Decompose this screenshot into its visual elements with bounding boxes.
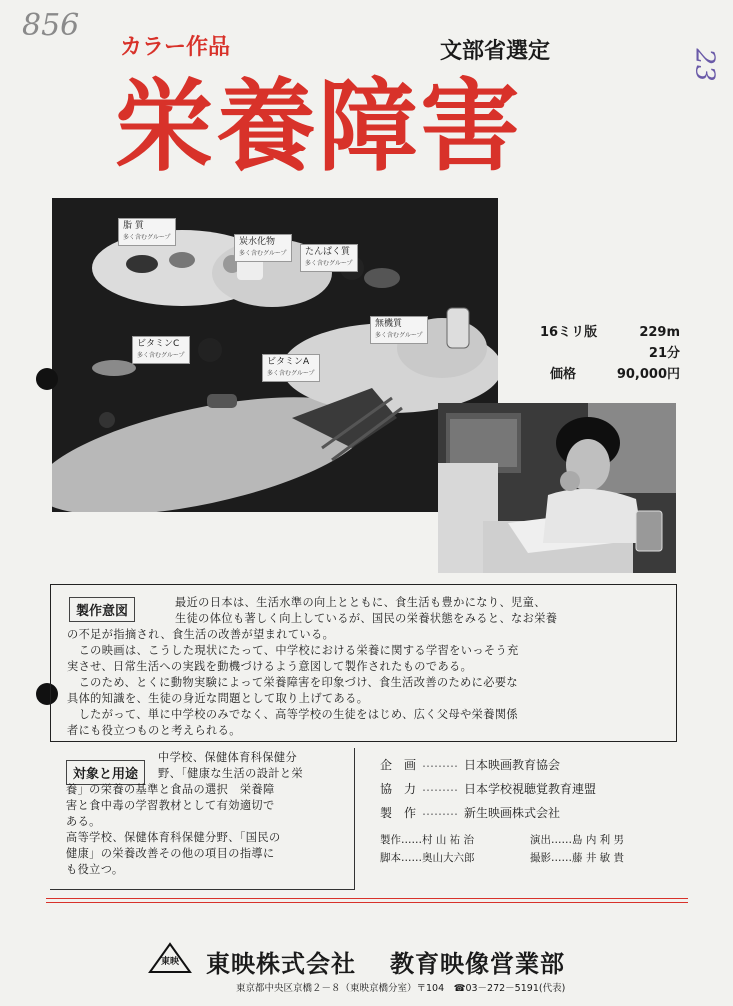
- footer-rule-bottom: [46, 902, 688, 903]
- intent-line: 具体的知識を、生徒の身近な問題として取り上げてある。: [67, 692, 369, 705]
- label-fat: 脂 質 多く含むグループ: [118, 218, 176, 246]
- intent-line: 最近の日本は、生活水準の向上とともに、食生活も豊かになり、児童、: [175, 596, 546, 609]
- film-specs: [540, 322, 680, 385]
- label-protein: たんぱく質 多く含むグループ: [300, 244, 358, 272]
- selection-badge: 文部省選定: [440, 39, 551, 64]
- format-label: 16ミリ版: [540, 325, 598, 340]
- production-intent-text: [67, 595, 667, 739]
- intent-line: 実させ、日常生活への実践を動機づけるよう意図して製作されたものである。: [67, 660, 473, 673]
- intent-line: の不足が指摘され、食生活の改善が望まれている。: [67, 628, 335, 641]
- credit-value: 新生映画株式会社: [464, 806, 561, 820]
- target-line: 健康」の栄養改善その他の項目の指導に: [66, 847, 275, 860]
- staff-value: 奥山大六郎: [422, 852, 475, 864]
- intent-line: 生徒の体位も著しく向上しているが、国民の栄養状態をみると、なお栄養: [175, 612, 558, 625]
- intent-line: したがって、単に中学校のみでなく、高等学校の生徒をはじめ、広く父母や栄養関係: [67, 708, 519, 721]
- intent-line: この映画は、こうした現状にたって、中学校における栄養に関する学習をいっそう充: [67, 644, 519, 657]
- binder-hole-top: [36, 368, 58, 390]
- handwritten-number: 856: [22, 8, 80, 43]
- film-duration: 21分: [648, 346, 680, 361]
- target-line: ある。: [66, 815, 101, 828]
- credit-label: 協 力: [380, 782, 417, 796]
- handwritten-mark: 23: [689, 48, 720, 82]
- intent-line: このため、とくに動物実験によって栄養障害を印象づけ、食生活改善のために必要な: [67, 676, 519, 689]
- target-line: 高等学校、保健体育科保健分野、「国民の: [66, 831, 281, 844]
- film-length: 229m: [639, 325, 680, 340]
- target-use-text: [66, 750, 351, 878]
- label-carbohydrate: 炭水化物 多く含むグループ: [234, 234, 292, 262]
- credits: 企 画 ……… 日本映画教育協会 協 力 ……… 日本学校視聴覚教育連盟 製 作 ……… 新生映画株式会社 製作……村 山 祐 治 演出……島 内 利 男 脚本……奥山大六郎 撮影……藤 井 敏 貴: [380, 756, 625, 864]
- credit-label: 企 画: [380, 758, 417, 772]
- staff-label: 製作: [380, 834, 401, 846]
- intent-line: 者にも役立つものと考えられる。: [67, 724, 241, 737]
- tagline: カラー作品: [120, 35, 231, 60]
- target-use-box: [50, 748, 355, 890]
- label-vitamin-c: ビタミンC 多く含むグループ: [132, 336, 190, 364]
- footer-rule-top: [46, 898, 688, 899]
- staff-label: 撮影: [530, 852, 551, 864]
- target-line: 養」の栄養の基準と食品の選択 栄養障: [66, 783, 275, 796]
- production-intent-box: [50, 584, 677, 742]
- food-groups-photo: [52, 198, 498, 512]
- staff-label: 脚本: [380, 852, 401, 864]
- staff-value: 島 内 利 男: [572, 834, 625, 846]
- staff-value: 藤 井 敏 貴: [572, 852, 625, 864]
- label-mineral: 無機質 多く含むグループ: [370, 316, 428, 344]
- company-name: 東映株式会社: [206, 950, 356, 978]
- target-line: も役立つ。: [66, 863, 124, 876]
- company-address: 東京都中央区京橋２－８（東映京橋分室）〒104 ☎03－272－5191(代表): [236, 983, 566, 994]
- production-intent-label: 製作意図: [69, 597, 135, 622]
- department-name: 教育映像営業部: [390, 950, 565, 978]
- credit-value: 日本学校視聴覚教育連盟: [464, 782, 597, 796]
- page-title: 栄養障害: [114, 68, 522, 185]
- target-use-label: 対象と用途: [66, 760, 145, 785]
- company-logo: 東映: [148, 942, 192, 974]
- staff-value: 村 山 祐 治: [422, 834, 475, 846]
- credit-label: 製 作: [380, 806, 417, 820]
- label-vitamin-a: ビタミンA 多く含むグループ: [262, 354, 320, 382]
- price-value: 90,000円: [616, 367, 680, 382]
- student-photo: [438, 403, 676, 573]
- price-label: 価格: [550, 367, 577, 382]
- target-line: 害と食中毒の学習教材として有効適切で: [66, 799, 275, 812]
- target-line: 野、「健康な生活の設計と栄: [158, 767, 304, 780]
- credit-value: 日本映画教育協会: [464, 758, 561, 772]
- target-line: 中学校、保健体育科保健分: [158, 751, 298, 764]
- staff-label: 演出: [530, 834, 551, 846]
